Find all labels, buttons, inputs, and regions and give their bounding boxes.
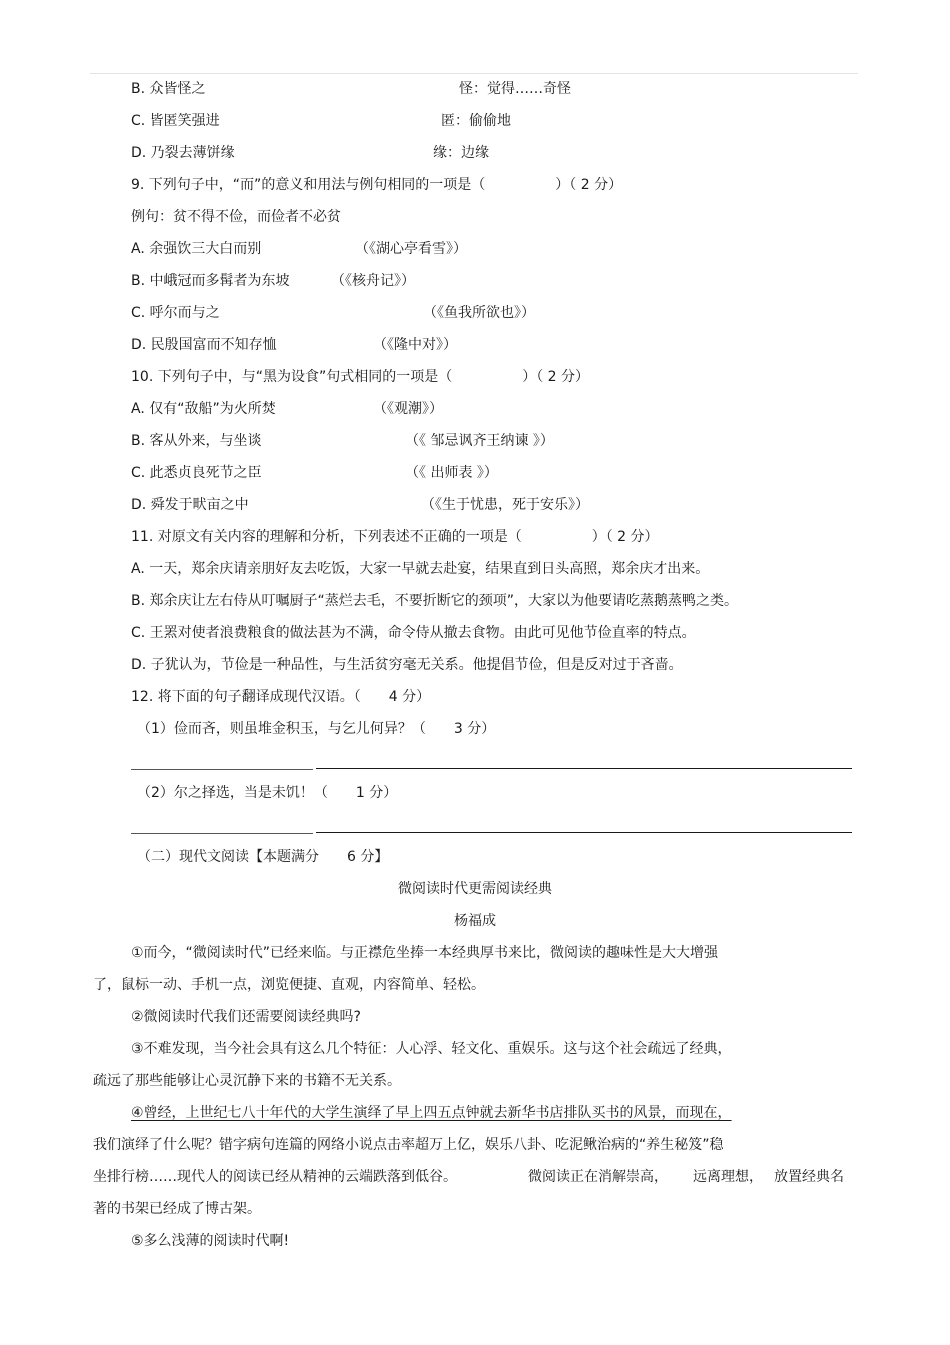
q9-option-c-source: （《鱼我所欲也》）	[423, 305, 535, 321]
q9-example: 例句：贫不得不俭，而俭者不必贫	[131, 209, 341, 225]
paragraph-4-line-3-part-1: 坐排行榜……现代人的阅读已经从精神的云端跌落到低谷。	[93, 1169, 457, 1185]
q9-option-a: A. 余强饮三大白而别	[131, 241, 262, 257]
page-top-rule	[90, 73, 858, 74]
q9-option-b: B. 中峨冠而多髯者为东坡	[131, 273, 290, 289]
q10-option-d: D. 舜发于畎亩之中	[131, 497, 249, 513]
q12-sentence-2: （2）尔之择选，当是未饥！（ 1 分）	[137, 785, 398, 801]
q8-option-d-gloss: 缘：边缘	[433, 145, 489, 161]
q8-option-d: D. 乃裂去薄饼缘	[131, 145, 235, 161]
paragraph-4-line-1-underlined: ④曾经，上世纪七八十年代的大学生演绎了早上四五点钟就去新华书店排队买书的风景，而现在，	[131, 1105, 732, 1121]
paragraph-3-line-2: 疏远了那些能够让心灵沉静下来的书籍不无关系。	[93, 1073, 401, 1089]
q9-option-c: C. 呼尔而与之	[131, 305, 220, 321]
q8-option-c-gloss: 匿：偷偷地	[441, 113, 511, 129]
q11-option-b: B. 郑余庆让左右侍从叮嘱厨子“蒸烂去毛，不要折断它的颈项”，大家以为他要请吃蒸鹅蒸鸭之类。	[131, 593, 739, 609]
q11-option-c: C. 王罴对使者浪费粮食的做法甚为不满，命令侍从撤去食物。由此可见他节俭直率的特点。	[131, 625, 696, 641]
q12-stem: 12. 将下面的句子翻译成现代汉语。（ 4 分）	[131, 689, 431, 705]
q10-option-c: C. 此悉贞良死节之臣	[131, 465, 262, 481]
q9-option-b-source: （《核舟记》）	[331, 273, 415, 289]
paragraph-4-line-4: 著的书架已经成了博古架。	[93, 1201, 261, 1217]
q10-option-b-source: （《 邹忌讽齐王纳谏 》）	[405, 433, 554, 449]
q8-option-b: B. 众皆怪之	[131, 81, 206, 97]
q12-sentence-1: （1）俭而吝，则虽堆金积玉，与乞儿何异？（ 3 分）	[137, 721, 496, 737]
q9-stem: 9. 下列句子中，“而”的意义和用法与例句相同的一项是（ ）（ 2 分）	[131, 177, 623, 193]
q10-stem: 10. 下列句子中，与“黑为设食”句式相同的一项是（ ）（ 2 分）	[131, 369, 590, 385]
paragraph-1-line-2: 了，鼠标一动、手机一点，浏览便捷、直观，内容简单、轻松。	[93, 977, 485, 993]
article-title: 微阅读时代更需阅读经典	[398, 881, 552, 897]
paragraph-5: ⑤多么浅薄的阅读时代啊!	[131, 1233, 290, 1249]
section2-heading: （二）现代文阅读【本题满分 6 分】	[137, 849, 389, 865]
paragraph-4-line-2: 我们演绎了什么呢？错字病句连篇的网络小说点击率超万上亿，娱乐八卦、吃泥鳅治病的“养生秘笈”稳	[93, 1137, 724, 1153]
q10-option-d-source: （《生于忧患，死于安乐》）	[421, 497, 589, 513]
paragraph-1-line-1: ①而今，“微阅读时代”已经来临。与正襟危坐捧一本经典厚书来比，微阅读的趣味性是大大增强	[131, 945, 719, 961]
q9-option-a-source: （《湖心亭看雪》）	[355, 241, 467, 257]
q10-option-a-source: （《观潮》）	[373, 401, 443, 417]
q9-option-d-source: （《隆中对》）	[373, 337, 457, 353]
paragraph-4-line-3-part-2: 微阅读正在消解崇高，	[528, 1169, 668, 1185]
paragraph-3-line-1: ③不难发现，当今社会具有这么几个特征：人心浮、轻文化、重娱乐。这与这个社会疏远了经典，	[131, 1041, 732, 1057]
paragraph-4-line-3-part-4: 放置经典名	[774, 1169, 844, 1185]
q12-answer-line-2a[interactable]	[131, 833, 313, 834]
q9-option-d: D. 民殷国富而不知存恤	[131, 337, 277, 353]
q12-answer-line-1b[interactable]	[316, 768, 852, 769]
q10-option-a: A. 仅有“敌船”为火所焚	[131, 401, 276, 417]
q10-option-b: B. 客从外来，与坐谈	[131, 433, 262, 449]
q8-option-b-gloss: 怪：觉得……奇怪	[459, 81, 571, 97]
q8-option-c: C. 皆匿笑强进	[131, 113, 220, 129]
q11-option-d: D. 子犹认为，节俭是一种品性，与生活贫穷毫无关系。他提倡节俭，但是反对过于吝啬。	[131, 657, 683, 673]
q11-option-a: A. 一天，郑余庆请亲朋好友去吃饭，大家一早就去赴宴，结果直到日头高照，郑余庆才出来。	[131, 561, 710, 577]
q11-stem: 11. 对原文有关内容的理解和分析，下列表述不正确的一项是（ ）（ 2 分）	[131, 529, 659, 545]
article-author: 杨福成	[454, 913, 496, 929]
q10-option-c-source: （《 出师表 》）	[405, 465, 498, 481]
paragraph-2: ②微阅读时代我们还需要阅读经典吗?	[131, 1009, 361, 1025]
q12-answer-line-1a[interactable]	[131, 769, 313, 770]
q12-answer-line-2b[interactable]	[316, 832, 852, 833]
paragraph-4-line-3-part-3: 远离理想，	[693, 1169, 763, 1185]
